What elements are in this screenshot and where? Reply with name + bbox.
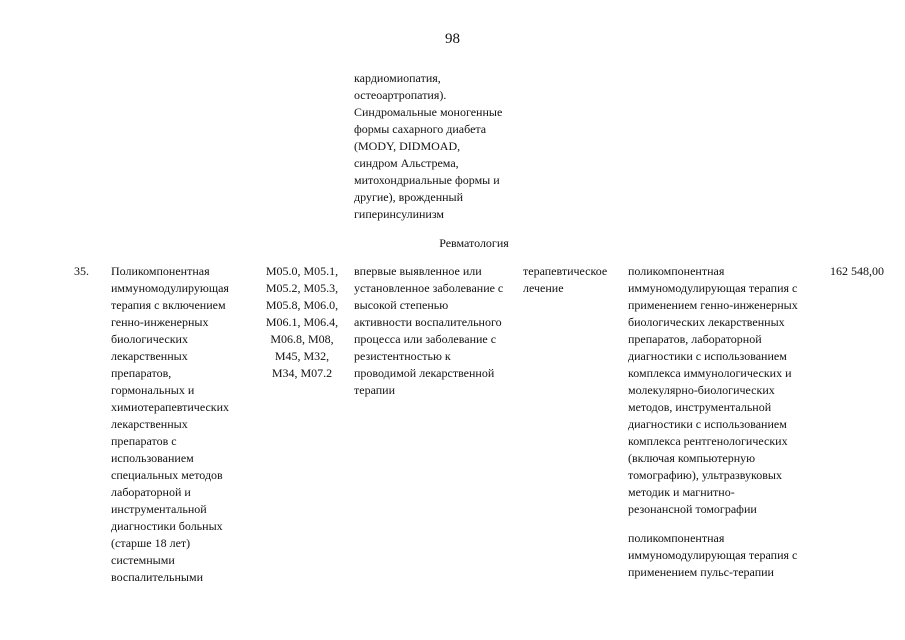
- page-number: 98: [445, 31, 460, 47]
- text-line: методов, инструментальной: [628, 400, 772, 414]
- code-line: M05.0, M05.1,: [265, 264, 339, 278]
- text-line: химиотерапевтических: [111, 400, 230, 414]
- code-line: M06.1, M06.4,: [265, 315, 339, 329]
- text-line: гиперинсулинизм: [354, 207, 444, 221]
- text-line: гормональных и: [111, 383, 195, 397]
- text-line: митохондриальные формы и: [354, 173, 500, 187]
- text-line: (старше 18 лет): [111, 536, 191, 550]
- code-line: M45, M32,: [274, 349, 330, 363]
- care-type-name: [111, 263, 229, 586]
- text-line: терапии: [354, 383, 396, 397]
- row-number: [74, 263, 89, 280]
- text-line: процесса или заболевание с: [354, 332, 497, 346]
- text-line: иммуномодулирующая терапия с: [628, 281, 798, 295]
- patient-model: [354, 263, 503, 399]
- text-line: впервые выявленное или: [354, 264, 482, 278]
- text-line: воспалительными: [111, 570, 204, 584]
- text-line: поликомпонентная: [628, 264, 725, 278]
- text-line: генно-инженерных: [111, 315, 209, 329]
- text-line: комплекса иммунологических и: [628, 366, 792, 380]
- text-line: диагностики больных: [111, 519, 223, 533]
- continued-diagnosis-text: [354, 70, 502, 223]
- text-line: молекулярно-биологических: [628, 383, 775, 397]
- text-line: специальных методов: [111, 468, 223, 482]
- text-line: применением генно-инженерных: [628, 298, 798, 312]
- text-line: резистентностью к: [354, 349, 451, 363]
- text-line: высокой степенью: [354, 298, 449, 312]
- text-line: лечение: [523, 281, 564, 295]
- text-line: Синдромальные моногенные: [354, 105, 503, 119]
- code-line: M05.8, M06.0,: [265, 298, 339, 312]
- text-line: комплекса рентгенологических: [628, 434, 788, 448]
- treatment-method-1: [628, 263, 798, 518]
- icd-codes: [258, 263, 346, 382]
- text-line: системными: [111, 553, 175, 567]
- text-line: методик и магнитно-: [628, 485, 735, 499]
- text-line: применением пульс-терапии: [628, 565, 774, 579]
- code-line: M34, M07.2: [271, 366, 333, 380]
- text-line: кардиомиопатия,: [354, 71, 441, 85]
- text-line: формы сахарного диабета: [354, 122, 487, 136]
- cost-value: [800, 263, 884, 280]
- text-line: остеоартропатия).: [354, 88, 447, 102]
- text-line: терапевтическое: [523, 264, 608, 278]
- text-line: препаратов,: [111, 366, 172, 380]
- text-line: иммуномодулирующая терапия с: [628, 548, 798, 562]
- text-line: лабораторной и: [111, 485, 191, 499]
- treatment-type: [523, 263, 607, 297]
- text-line: поликомпонентная: [628, 531, 725, 545]
- text-line: активности воспалительного: [354, 315, 502, 329]
- text-line: иммуномодулирующая: [111, 281, 229, 295]
- text-line: биологических: [111, 332, 188, 346]
- text-line: Поликомпонентная: [111, 264, 210, 278]
- text-line: препаратов с: [111, 434, 177, 448]
- text-line: инструментальной: [111, 502, 207, 516]
- text-line: установленное заболевание с: [354, 281, 504, 295]
- text-line: использованием: [111, 451, 194, 465]
- text-line: терапия с включением: [111, 298, 226, 312]
- text-line: томографию), ультразвуковых: [628, 468, 782, 482]
- text-line: препаратов, лабораторной: [628, 332, 762, 346]
- text-line: резонансной томографии: [628, 502, 757, 516]
- text-line: (включая компьютерную: [628, 451, 756, 465]
- code-line: M06.8, M08,: [270, 332, 334, 346]
- text-line: диагностики с использованием: [628, 349, 787, 363]
- treatment-method-2: [628, 530, 797, 581]
- text-line: синдром Альстрема,: [354, 156, 459, 170]
- text-line: лекарственных: [111, 417, 188, 431]
- text-line: (MODY, DIDMOAD,: [354, 139, 461, 153]
- section-heading: Ревматология: [439, 236, 509, 250]
- row-number-text: 35.: [74, 264, 89, 278]
- cost-text: 162 548,00: [830, 264, 884, 278]
- text-line: проводимой лекарственной: [354, 366, 495, 380]
- text-line: лекарственных: [111, 349, 188, 363]
- text-line: другие), врожденный: [354, 190, 464, 204]
- code-line: M05.2, M05.3,: [265, 281, 339, 295]
- text-line: диагностики с использованием: [628, 417, 787, 431]
- text-line: биологических лекарственных: [628, 315, 785, 329]
